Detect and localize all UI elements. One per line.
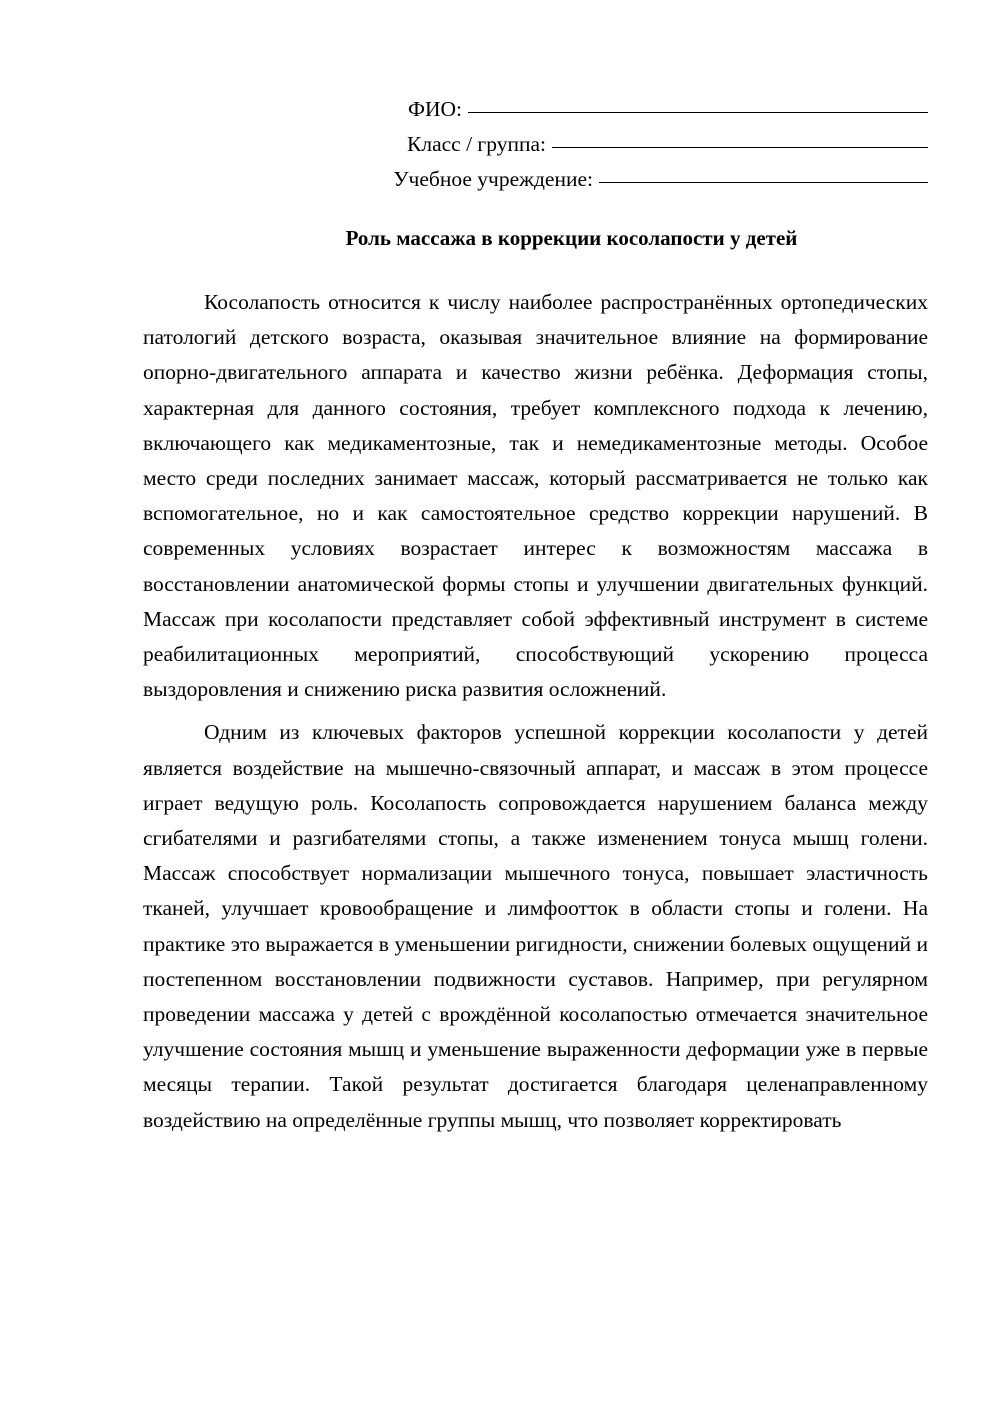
fio-blank [468,112,928,113]
body-paragraph: Одним из ключевых факторов успешной коррекции косолапости у детей является воздействие на мышечно-связочный аппарат, и массаж в этом процессе играет ведущую роль. Косолапость сопровождается нарушением баланса между сгибателями и разгибателями стопы, а также изменением тонуса мышц голени. Массаж способствует нормализации мышечного тонуса, повышает эластичность тканей, улучшает кровообращение и лимфоотток в области стопы и голени. На практике это выражается в уменьшении ригидности, снижении болевых ощущений и постепенном восстановлении подвижности суставов. Например, при регулярном проведении массажа у детей с врождённой косолапостью отмечается значительное улучшение состояния мышц и уменьшение выраженности деформации уже в первые месяцы терапии. Такой результат достигается благодаря целенаправленному воздействию на определённые группы мышц, что позволяет корректировать [143,720,928,1132]
class-blank [552,147,928,148]
fio-label: ФИО: [407,97,462,121]
document-page [143,92,928,1138]
class-line [407,127,928,162]
school-blank [599,182,928,183]
document-title: Роль массажа в коррекции косолапости у детей [345,226,798,250]
school-line [393,162,928,197]
fio-line [408,92,928,127]
body-paragraph: Косолапость относится к числу наиболее распространённых ортопедических патологий детского возраста, оказывая значительное влияние на формирование опорно-двигательного аппарата и качество жизни ребёнка. Деформация стопы, характерная для данного состояния, требует комплексного подхода к лечению, включающего как медикаментозные, так и немедикаментозные методы. Особое место среди последних занимает массаж, который рассматривается не только как вспомогательное, но и как самостоятельное средство коррекции нарушений. В современных условиях возрастает интерес к возможностям массажа в восстановлении анатомической формы стопы и улучшении двигательных функций. Массаж при косолапости представляет собой эффективный инструмент в системе реабилитационных мероприятий, способствующий ускорению процесса выздоровления и снижению риска развития осложнений. [143,290,928,702]
class-label: Класс / группа: [407,132,546,156]
student-info-header [143,92,928,197]
school-label: Учебное учреждение: [393,167,593,191]
